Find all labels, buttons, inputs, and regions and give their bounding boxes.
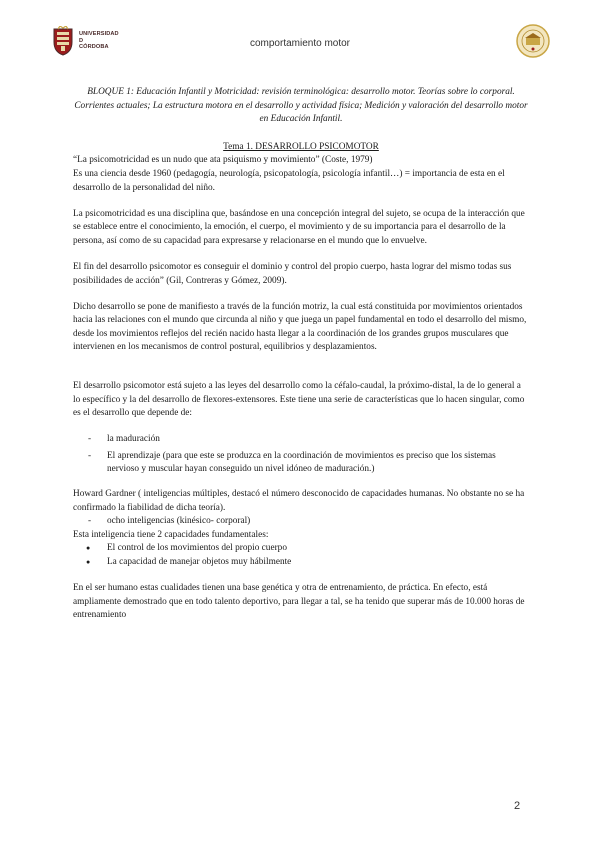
document-body (73, 86, 529, 623)
paragraph-disciplina: La psicomotricidad es una disciplina que, basándose en una concepción integral del sujeto, se ocupa de la interacción que se establece entre el conocimiento, la emoción, el cuerpo, el movimiento y de su importancia para el desarrollo de la persona, así como de su capacidad para expresarse y relacionarse en el mundo que lo envuelve. (73, 208, 525, 246)
dash-list-inteligencias (73, 515, 529, 529)
paragraph-dicho: Dicho desarrollo se pone de manifiesto a través de la función motriz, la cual está constituida por movimientos orientados hacia las relaciones con el mundo que circunda al niño y que juega un papel fundamental en todo el desarrollo del mismo, desde los movimientos reflejos del recién nacido hasta llegar a la coordinación de los grandes grupos musculares que intervienen en los mecanismos de control postural, equilibrios y desplazamientos. (73, 301, 527, 353)
list-item: - ocho inteligencias (kinésico- corporal) (73, 515, 529, 529)
bullet-list-capacidades (73, 542, 529, 569)
list-item: ● El control de los movimientos del propio cuerpo (73, 542, 529, 556)
block-title: BLOQUE 1: Educación Infantil y Motricidad: revisión terminológica: desarrollo motor. Teorías sobre lo corporal. Corrientes actuales; La estructura motora en el desarrollo y actividad física; Medición y valoración del desarrollo motor en Educación Infantil. (74, 87, 528, 125)
paragraph-genetica: En el ser humano estas cualidades tienen una base genética y otra de entrenamiento, de práctica. En efecto, está ampliamente demostrado que en todo talento deportivo, para llegar a tal, se ha tenido que superar más de 10.000 horas de entrenamiento (73, 583, 525, 621)
list-item: ● La capacidad de manejar objetos muy hábilmente (73, 556, 529, 570)
paragraph-fin: El fin del desarrollo psicomotor es conseguir el dominio y control del propio cuerpo, hasta lograr del mismo todas sus posibilidades de acción” (Gil, Contreras y Gómez, 2009). (73, 261, 512, 286)
paragraph-gardner: Howard Gardner ( inteligencias múltiples, destacó el número desconocido de capacidades humanas. No obstante no se ha confirmado la fiabilidad de dicha teoría). (73, 489, 525, 513)
paragraph-capacidades-intro: Esta inteligencia tiene 2 capacidades fundamentales: (73, 529, 269, 540)
dash-list-depende (73, 433, 529, 477)
university-name-line: D (79, 37, 84, 44)
paragraph-ciencia: Es una ciencia desde 1960 (pedagogía, neurología, psicopatología, psicología infantil…) = importancia de esta en el desarrollo de la personalidad del niño. (73, 168, 505, 193)
header-title: comportamiento motor (249, 38, 351, 49)
faculty-seal-icon (516, 24, 550, 58)
university-name-line: CÓRDOBA (79, 44, 109, 51)
list-item: - la maduración (73, 433, 529, 447)
quote-paragraph: “La psicomotricidad es un nudo que ata psiquismo y movimiento” (Coste, 1979) (73, 155, 373, 166)
university-name-line: UNIVERSIDAD (79, 31, 119, 38)
page-number: 2 (514, 800, 521, 812)
section-heading: Tema 1. DESARROLLO PSICOMOTOR (223, 141, 379, 152)
paragraph-leyes: El desarrollo psicomotor está sujeto a las leyes del desarrollo como la céfalo-caudal, la próximo-distal, la de lo general a lo específico y la del desarrollo de flexores-extensores. Este tiene una serie de características que lo hacen singular, como es el desarrollo que depende de: (73, 381, 525, 419)
list-item: - El aprendizaje (para que este se produzca en la coordinación de movimientos es preciso que los sistemas nervioso y muscular hayan conseguido un nivel idóneo de maduración.) (73, 450, 529, 477)
